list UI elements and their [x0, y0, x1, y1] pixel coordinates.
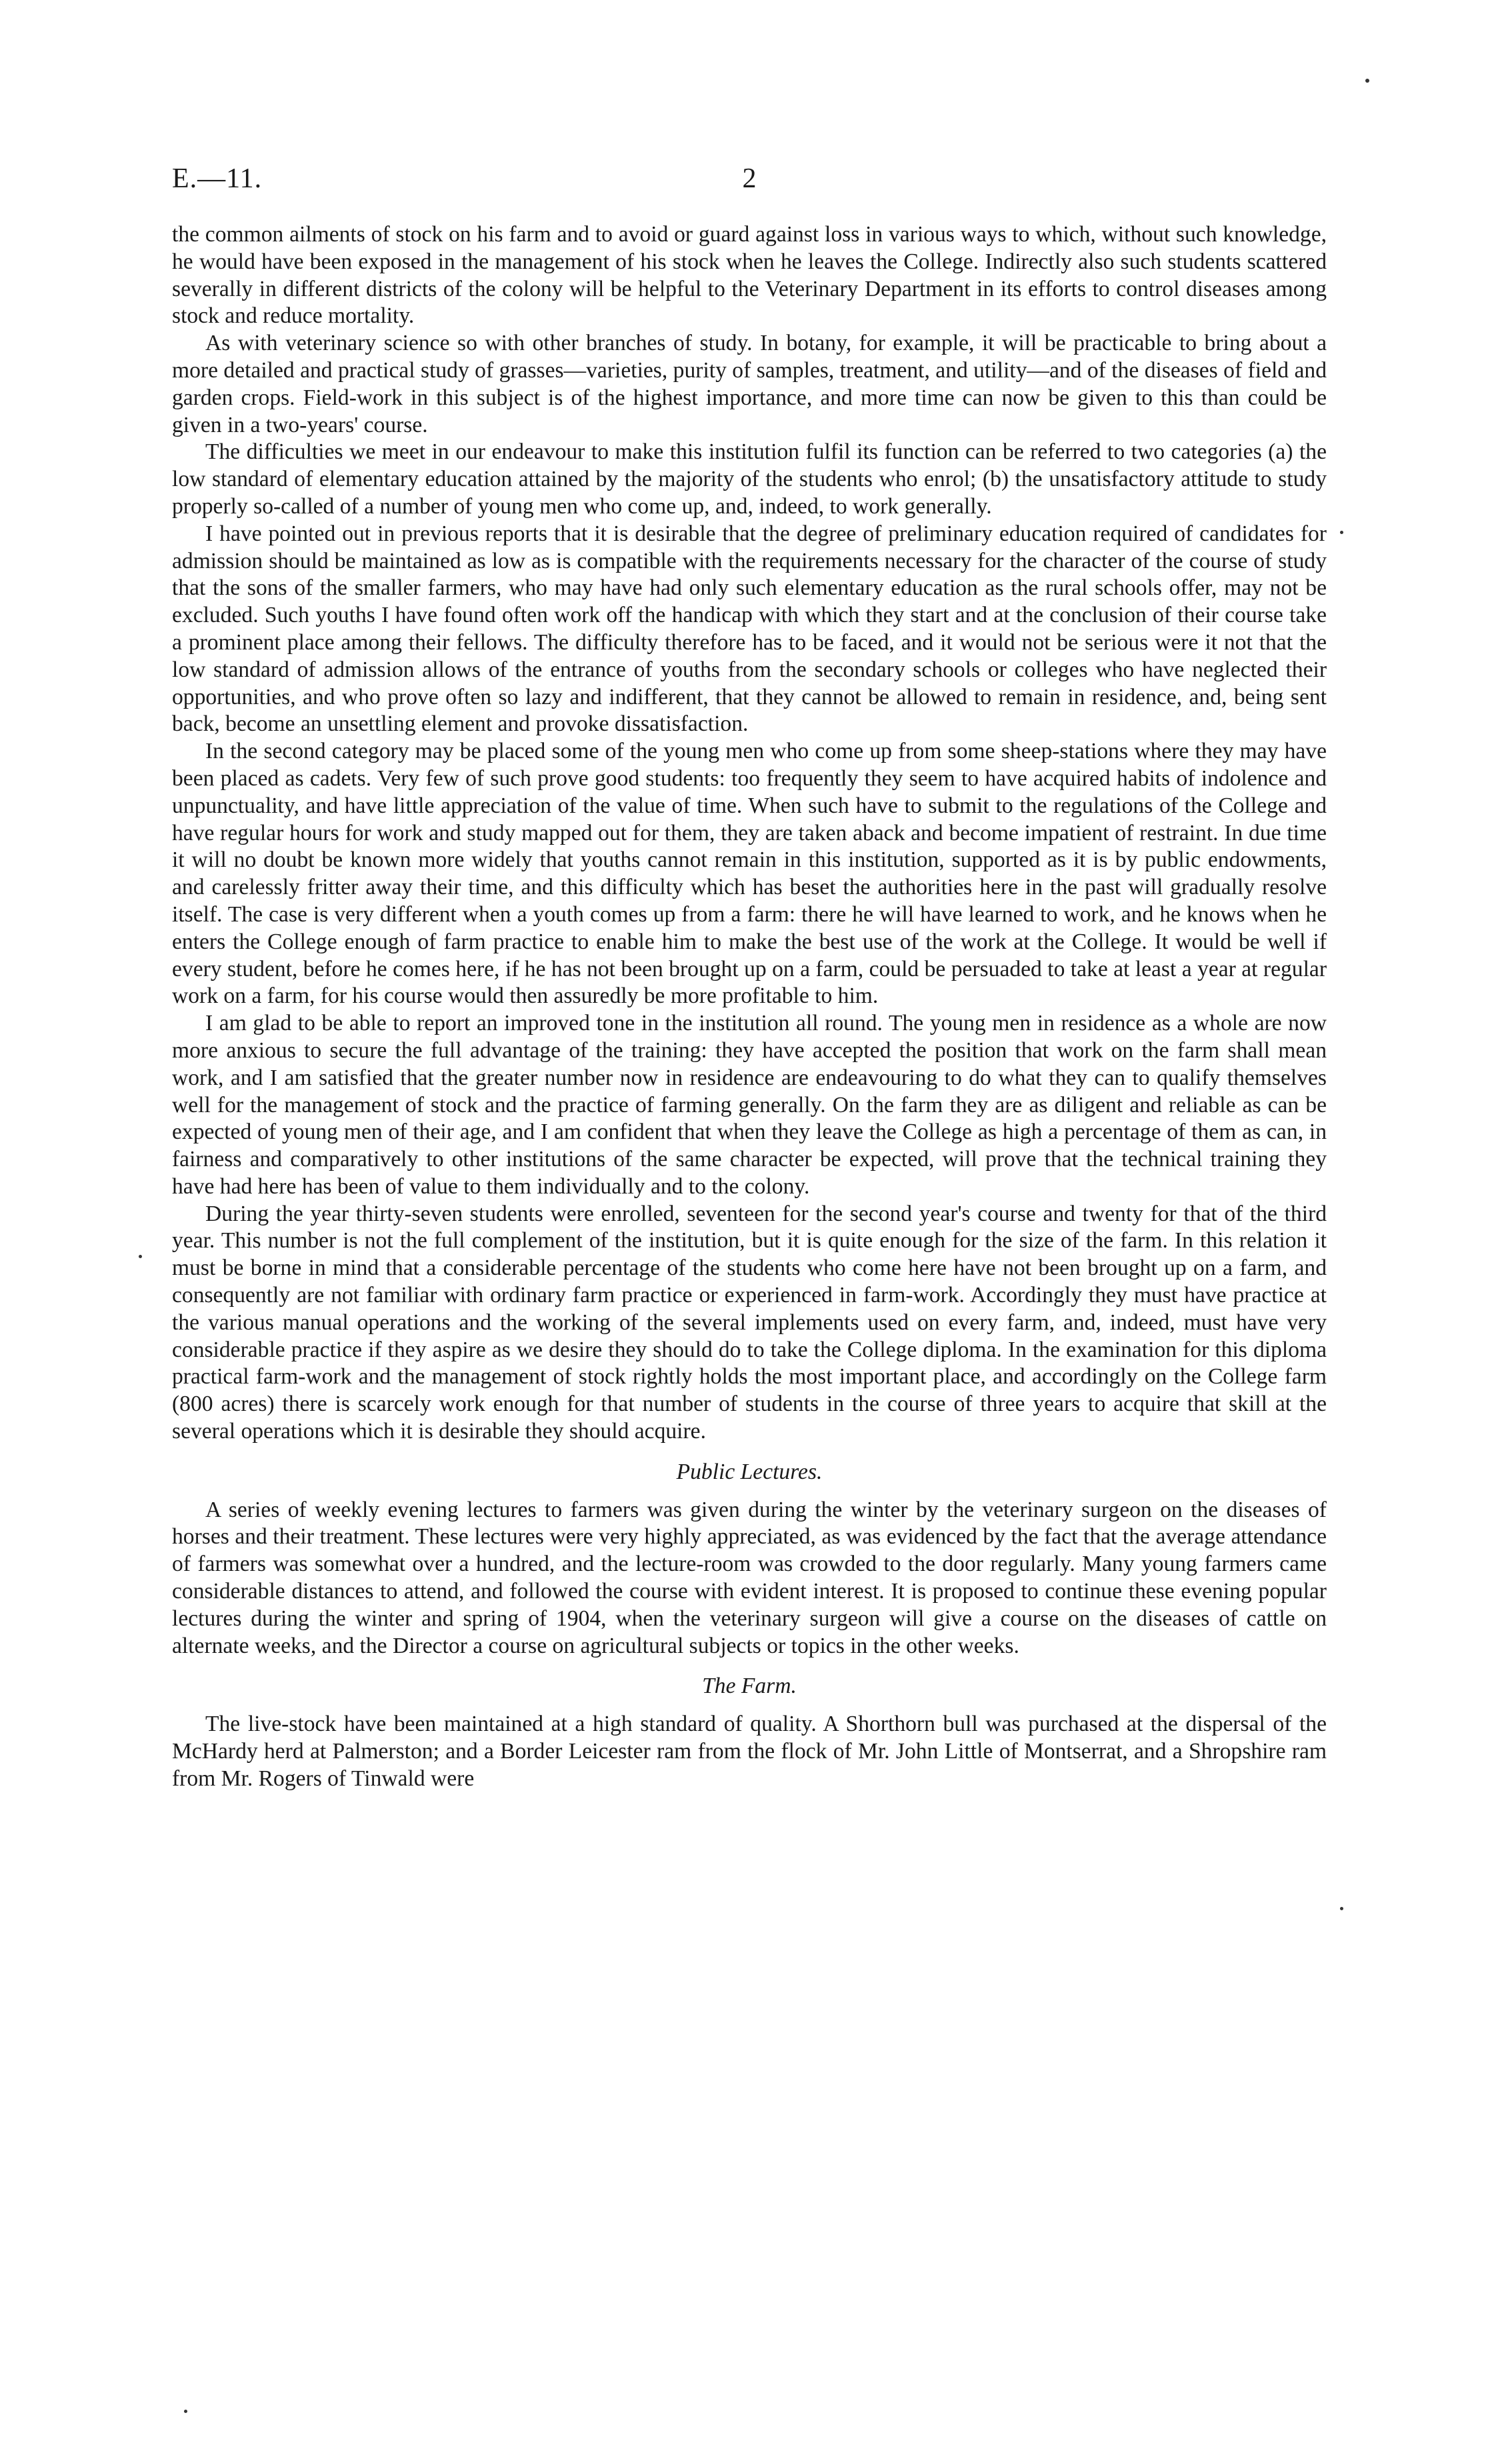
section-heading-public-lectures: Public Lectures.: [676, 1459, 823, 1484]
paragraph-enrolment: During the year thirty-seven students were enrolled, seventeen for the second year's course and twenty for that of the third year. This number is not the full complement of the institution, but it is quite enough for the size of the farm. In this relation it must be borne in mind that a considerable percentage of the students who come here have not been brought up on a farm, and consequently are not familiar with ordinary farm practice or experienced in farm-work. Accordingly they must have practice at the various manual operations and the working of the several implements used on every farm, and, indeed, must have very considerable practice if they aspire as we desire they should do to take the College diploma. In the examination for this diploma practical farm-work and the management of stock rightly holds the most important place, and accordingly on the College farm (800 acres) there is scarcely work enough for that number of students in the course of three years to acquire that skill at the several operations which it is desirable they should acquire.: [172, 1201, 1327, 1444]
paragraph-other-studies: As with veterinary science so with other branches of study. In botany, for example, it will be practicable to bring about a more detailed and practical study of grasses—varieties, purity of samples, treatment, and utility—and of the diseases of field and garden crops. Field-work in this subject is of the highest importance, and more time can now be given to this than could be given in a two-years' course.: [172, 331, 1327, 437]
scan-speck: [1340, 531, 1343, 534]
paragraph-difficulties: The difficulties we meet in our endeavour to make this institution fulfil its function can be referred to two categories (a) the low standard of elementary education attained by the majority of the students who enrol; (b) the unsatisfactory attitude to study properly so-called of a number of young men who come up, and, indeed, to work generally.: [172, 439, 1327, 519]
page-number: 2: [742, 163, 757, 194]
paragraph-the-farm: The live-stock have been maintained at a high standard of quality. A Shorthorn bull was purchased at the dispersal of the McHardy herd at Palmerston; and a Border Leicester ram from the flock of Mr. John Little of Montserrat, and a Shropshire ram from Mr. Rogers of Tinwald were: [172, 1712, 1327, 1791]
document-body: [172, 221, 1327, 1793]
paragraph-continuation: the common ailments of stock on his farm and to avoid or guard against loss in various ways to which, without such knowledge, he would have been exposed in the management of his stock when he leaves the College. Indirectly also such students scattered severally in different districts of the colony will be helpful to the Veterinary Department in its efforts to control diseases among stock and reduce mortality.: [172, 222, 1327, 329]
document-code: E.—11.: [172, 163, 263, 194]
page-header: [172, 163, 1327, 203]
paragraph-preliminary-education: I have pointed out in previous reports that it is desirable that the degree of preliminary education required of candidates for admission should be maintained as low as is compatible with the requirements necessary for the character of the course of study that the sons of the smaller farmers, who may have had only such elementary education as the rural schools offer, may not be excluded. Such youths I have found often work off the handicap with which they start and at the conclusion of their course take a prominent place among their fellows. The difficulty therefore has to be faced, and it would not be serious were it not that the low standard of admission allows of the entrance of youths from the secondary schools or colleges who have neglected their opportunities, and who prove often so lazy and indifferent, that they cannot be allowed to remain in residence, and, being sent back, become an unsettling element and provoke dissatisfaction.: [172, 521, 1327, 737]
paragraph-public-lectures: A series of weekly evening lectures to farmers was given during the winter by the veterinary surgeon on the diseases of horses and their treatment. These lectures were very highly appreciated, as was evidenced by the fact that the average attendance of farmers was somewhat over a hundred, and the lecture-room was crowded to the door regularly. Many young farmers came considerable distances to attend, and followed the course with evident interest. It is proposed to continue these evening popular lectures during the winter and spring of 1904, when the veterinary surgeon will give a course on the diseases of cattle on alternate weeks, and the Director a course on agricultural subjects or topics in the other weeks.: [172, 1497, 1327, 1658]
section-heading-the-farm: The Farm.: [702, 1674, 797, 1699]
scan-speck: [1340, 1907, 1343, 1910]
paragraph-second-category: In the second category may be placed some of the young men who come up from some sheep-stations where they may have been placed as cadets. Very few of such prove good students: too frequently they seem to have acquired habits of indolence and unpunctuality, and have little appreciation of the value of time. When such have to submit to the regulations of the College and have regular hours for work and study mapped out for them, they are taken aback and become impatient of restraint. In due time it will no doubt be known more widely that youths cannot remain in this institution, supported as it is by public endowments, and carelessly fritter away their time, and this difficulty which has beset the authorities here in the past will gradually resolve itself. The case is very different when a youth comes up from a farm: there he will have learned to work, and he knows when he enters the College enough of farm practice to enable him to make the best use of the work at the College. It would be well if every student, before he comes here, if he has not been brought up on a farm, could be persuaded to take at least a year at regular work on a farm, for his course would then assuredly be more profitable to him.: [172, 739, 1327, 1009]
paragraph-improved-tone: I am glad to be able to report an improved tone in the institution all round. The young men in residence as a whole are now more anxious to secure the full advantage of the training: they have accepted the position that work on the farm shall mean work, and I am satisfied that the greater number now in residence are endeavouring to do what they can to qualify themselves well for the management of stock and the practice of farming generally. On the farm they are as diligent and reliable as can be expected of young men of their age, and I am confident that when they leave the College as high a percentage of them as can, in fairness and comparatively to other institutions of the same character be expected, will prove that the technical training they have had here has been of value to them individually and to the colony.: [172, 1011, 1327, 1199]
scan-speck: [139, 1255, 142, 1258]
scan-speck: [1365, 79, 1369, 83]
scan-speck: [184, 2410, 187, 2413]
